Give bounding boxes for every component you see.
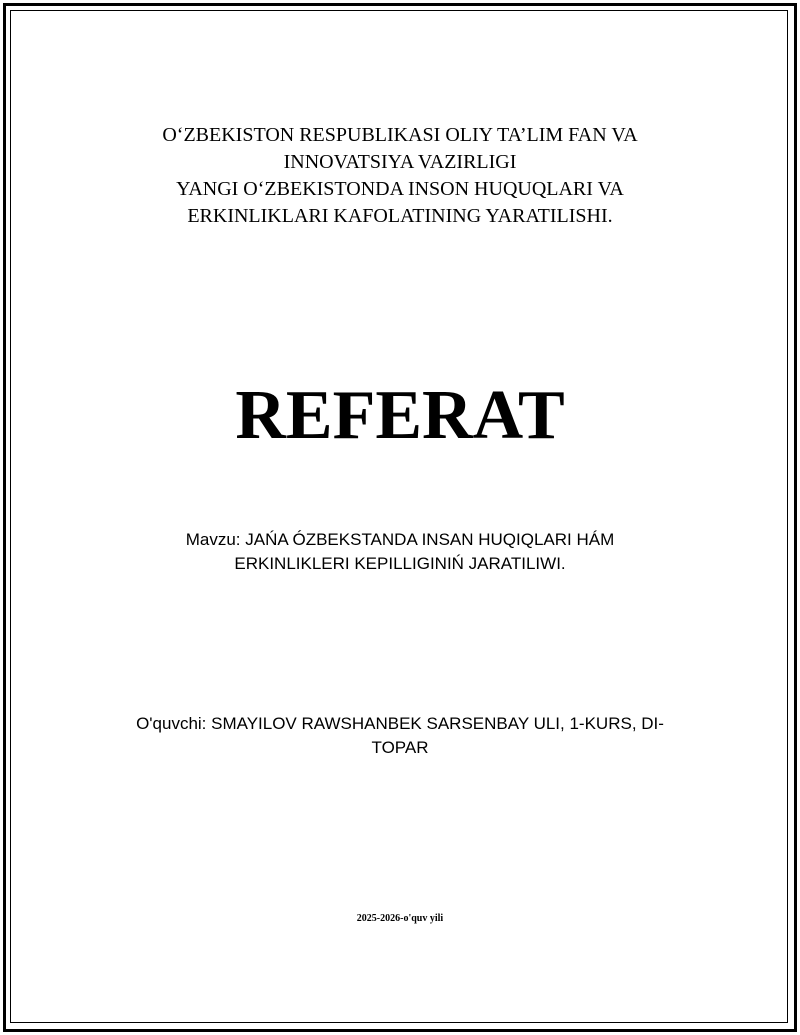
heading-line-3: YANGI O‘ZBEKISTONDA INSON HUQUQLARI VA (176, 178, 624, 200)
heading-line-2: INNOVATSIYA VAZIRLIGI (283, 151, 517, 173)
student-line-1: O'quvchi: SMAYILOV RAWSHANBEK SARSENBAY ULI, 1-KURS, DI- (136, 714, 664, 733)
document-title: REFERAT (235, 377, 565, 454)
topic-line-1: Mavzu: JAŃA ÓZBEKSTANDA INSAN HUQIQLARI HÁM (185, 530, 615, 549)
ministry-heading (0, 122, 800, 230)
heading-line-4: ERKINLIKLARI KAFOLATINING YARATILISHI. (187, 205, 613, 227)
student-block (0, 712, 800, 760)
student-line-2: TOPAR (371, 738, 429, 757)
topic-line-2: ERKINLIKLERI KEPILLIGINIŃ JARATILIWI. (234, 554, 566, 573)
topic-block (0, 528, 800, 576)
heading-line-1: O‘ZBEKISTON RESPUBLIKASI OLIY TA’LIM FAN VA (162, 124, 638, 146)
academic-year: 2025-2026-o'quv yili (356, 913, 444, 924)
